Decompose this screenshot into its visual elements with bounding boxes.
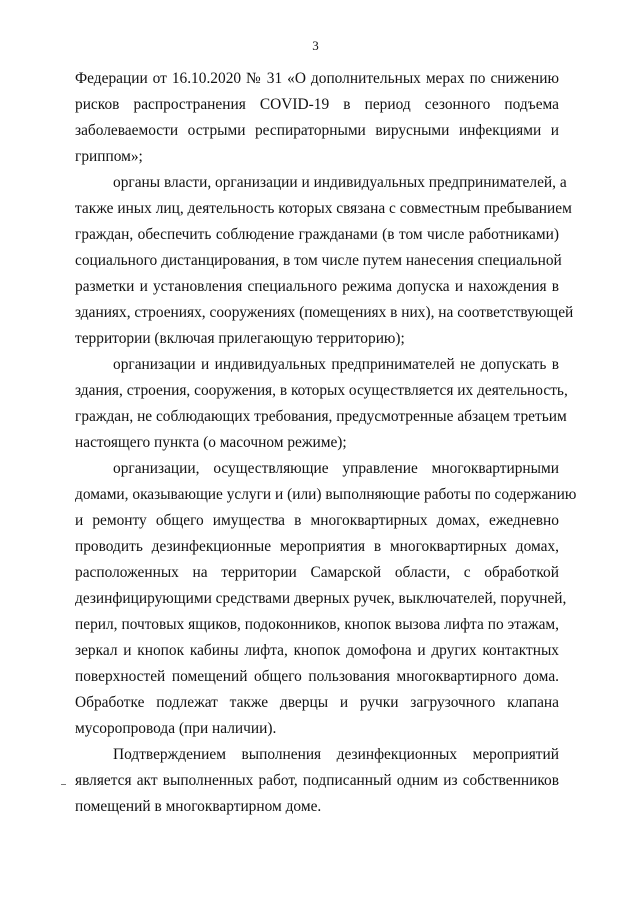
text-line: мусоропровода (при наличии). [75, 720, 277, 737]
text-line: рисков распространения COVID-19 в период сезонного подъема [75, 96, 559, 113]
text-line: также иных лиц, деятельность которых связана с совместным пребыванием [75, 200, 572, 217]
text-line: организации и индивидуальных предпринимателей не допускать в [113, 356, 559, 373]
text-line: Подтверждением выполнения дезинфекционных мероприятий [113, 746, 559, 763]
text-line: перил, почтовых ящиков, подоконников, кнопок вызова лифта по этажам, [75, 616, 559, 633]
text-line: граждан, не соблюдающих требования, предусмотренные абзацем третьим [75, 408, 567, 425]
text-line: территории (включая прилегающую территорию); [75, 330, 405, 347]
text-line: расположенных на территории Самарской области, с обработкой [75, 564, 559, 581]
text-line: поверхностей помещений общего пользования многоквартирного дома. [75, 668, 559, 685]
text-line: помещений в многоквартирном доме. [75, 798, 322, 815]
text-line: социального дистанцирования, в том числе путем нанесения специальной [75, 252, 562, 269]
text-line: здания, строения, сооружения, в которых осуществляется их деятельность, [75, 382, 568, 399]
text-line: является акт выполненных работ, подписанный одним из собственников [75, 772, 559, 789]
text-line: дезинфицирующими средствами дверных ручек, выключателей, поручней, [75, 590, 567, 607]
text-line: Обработке подлежат также дверцы и ручки загрузочного клапана [75, 694, 559, 711]
text-line: граждан, обеспечить соблюдение гражданами (в том числе работниками) [75, 226, 559, 243]
text-line: Федерации от 16.10.2020 № 31 «О дополнительных мерах по снижению [75, 70, 559, 87]
scan-speck [61, 784, 66, 785]
text-line: и ремонту общего имущества в многоквартирных домах, ежедневно [75, 512, 559, 529]
text-line: зданиях, строениях, сооружениях (помещениях в них), на соответствующей [75, 304, 574, 321]
text-line: органы власти, организации и индивидуальных предпринимателей, а [113, 174, 567, 191]
text-line: проводить дезинфекционные мероприятия в многоквартирных домах, [75, 538, 559, 555]
text-line: заболеваемости острыми респираторными вирусными инфекциями и [75, 122, 559, 139]
text-line: домами, оказывающие услуги и (или) выполняющие работы по содержанию [75, 486, 577, 503]
page-number: 3 [312, 38, 319, 53]
text-line: настоящего пункта (о масочном режиме); [75, 434, 347, 451]
text-line: гриппом»; [75, 148, 143, 165]
text-line: зеркал и кнопок кабины лифта, кнопок домофона и других контактных [75, 642, 559, 659]
text-line: разметки и установления специального режима допуска и нахождения в [75, 278, 559, 295]
text-line: организации, осуществляющие управление многоквартирными [113, 460, 559, 477]
